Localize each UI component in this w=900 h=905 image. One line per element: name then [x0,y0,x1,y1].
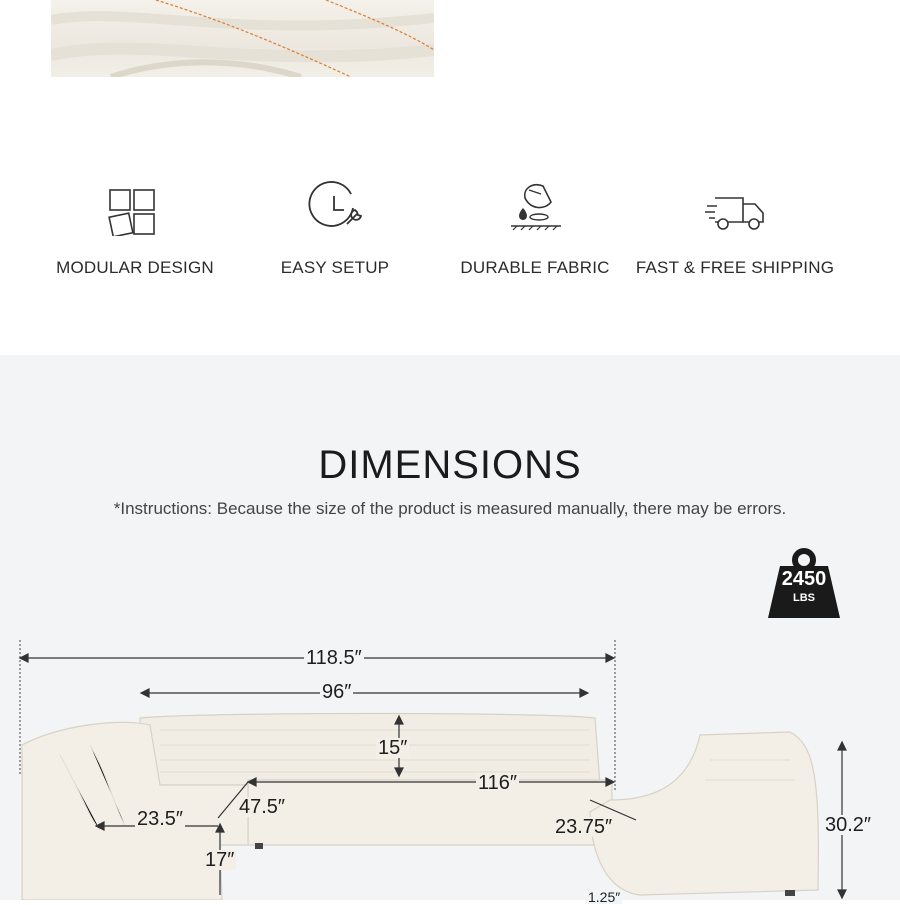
feature-label: MODULAR DESIGN [56,258,214,277]
weight-unit: LBS [793,592,815,604]
features-row [0,160,900,300]
measure-back-height: 15″ [378,737,408,759]
fabric-detail-image [51,0,434,77]
feature-label: EASY SETUP [280,258,390,277]
measure-seat-height: 17″ [205,849,235,871]
modular-grid-icon [103,172,167,236]
measure-total-width: 118.5″ [306,647,362,669]
dimensions-note: *Instructions: Because the size of the product is measured manually, there may be errors. [113,499,787,518]
feature-modular-design [35,160,235,278]
measure-sofa-length: 116″ [478,772,517,794]
weight-value: 2450 [781,568,827,590]
dimensions-section [0,355,900,905]
measure-diagonal: 47.5″ [239,796,286,818]
measure-inner-width: 96″ [322,681,352,703]
measure-seat-depth: 23.5″ [137,808,184,830]
clock-wrench-icon [303,172,367,236]
feature-label: FAST & FREE SHIPPING [635,258,835,277]
feature-durable-fabric [435,160,635,278]
dimensions-title: DIMENSIONS [318,443,582,487]
feature-label: DURABLE FABRIC [460,258,610,277]
measure-chair-depth: 23.75″ [555,816,613,838]
delivery-truck-icon [703,172,767,236]
feature-shipping [635,160,835,278]
feature-easy-setup [235,160,435,278]
fabric-texture-graphic [51,0,434,77]
fabric-water-drop-icon [503,172,567,236]
measure-chair-height: 30.2″ [825,814,872,836]
measure-leg-height: 1.25″ [588,889,621,905]
